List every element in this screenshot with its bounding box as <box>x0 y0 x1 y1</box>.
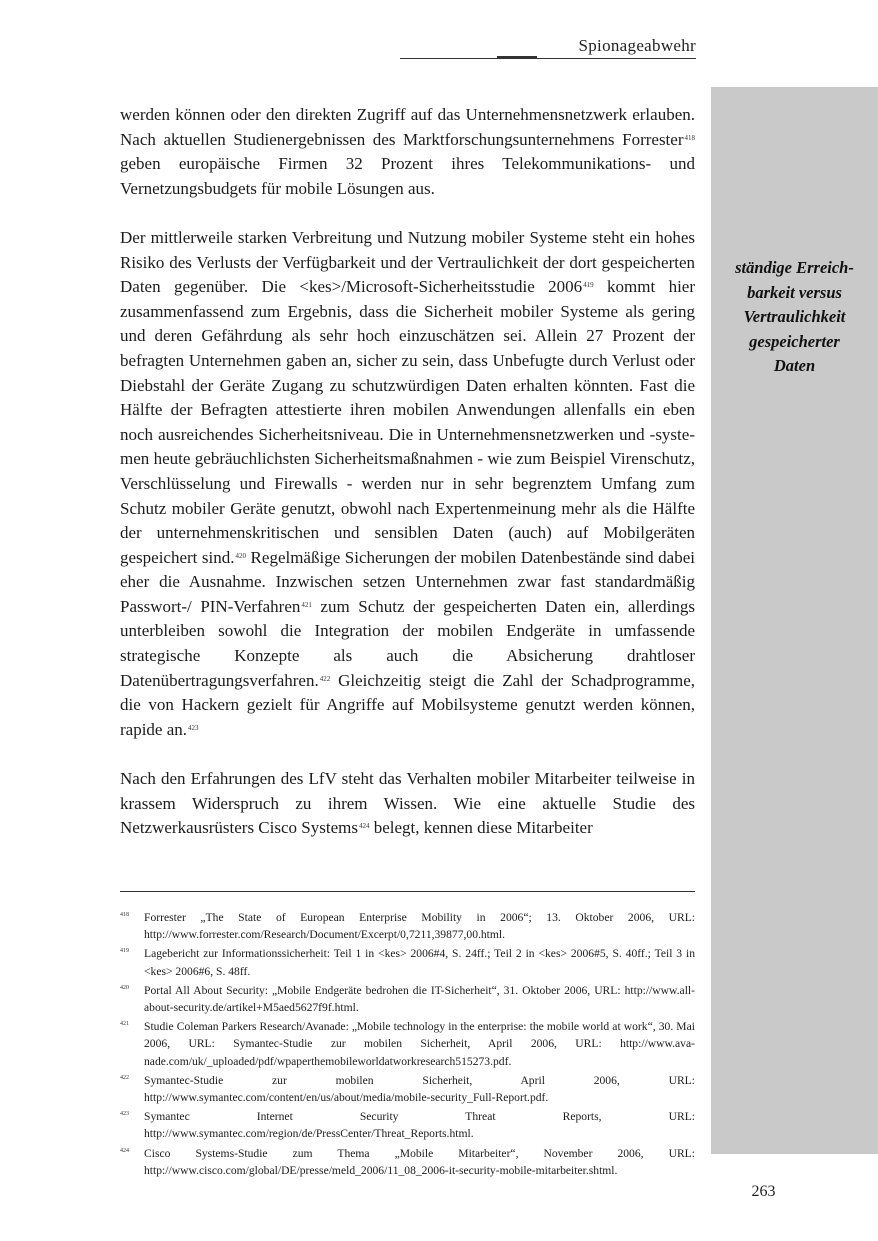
header-rule-accent <box>497 56 537 58</box>
paragraph-1 <box>120 103 695 201</box>
footnote-ref-420[interactable]: 420 <box>235 551 247 560</box>
footnote-ref-419[interactable]: 419 <box>583 281 594 290</box>
footnote-number: 424 <box>120 1147 129 1154</box>
paragraph-text: Der mittlerweile starken Verbreitung und Nutzung mobiler Systeme steht ein hohes Risiko des Verlusts der Verfügbarkeit und der Vertraulichkeit der dort gespeicherten Daten gegenüber. Die <kes>/Microsoft-Sicherheitsstudie 2006 <box>120 227 695 297</box>
margin-note-line: ständige Erreich- <box>735 258 854 277</box>
margin-note-line: Daten <box>773 356 816 375</box>
footnote-420 <box>120 982 695 1016</box>
running-header: Spionageabwehr <box>578 36 696 55</box>
paragraph-text: werden können oder den direkten Zugriff auf das Unternehmensnetzwerk erlauben. Nach aktuellen Studienergebnissen des Marktforschungsunternehmens Forrester <box>120 105 695 149</box>
margin-sidebar-band <box>711 87 878 1154</box>
footnote-number: 418 <box>120 912 129 918</box>
footnote-text: Symantec Internet Security Threat Reports, URL: http://www.symantec.com/region/de/PressCenter/Threat_Reports.html. <box>144 1110 695 1141</box>
paragraph-text: Nach den Erfahrungen des LfV steht das Verhalten mobiler Mitarbeiter teilweise in krassem Widerspruch zu ihrem Wissen. Wie eine aktuelle Studie des Netzwerkausrüsters Cisco Systems <box>120 769 695 838</box>
main-text <box>120 103 695 865</box>
footnote-ref-424[interactable]: 424 <box>358 822 370 831</box>
margin-note-line: barkeit versus <box>747 282 842 302</box>
footnote-423 <box>120 1108 695 1142</box>
footnotes <box>120 909 695 1181</box>
footnote-number: 423 <box>120 1111 129 1118</box>
footnote-text: Cisco Systems-Studie zum Thema „Mobile Mitarbeiter“, November 2006, URL: http://www.cisco.com/global/DE/presse/meld_2006/11_08_2006-it-security-mobile-mitarbeiter.shtml. <box>144 1146 695 1177</box>
footnote-number: 421 <box>120 1021 129 1028</box>
footnote-421 <box>120 1018 695 1070</box>
paragraph-text: belegt, kennen diese Mitarbeiter <box>369 818 593 838</box>
footnote-text: Symantec-Studie zur mobilen Sicherheit, April 2006, URL: http://www.symantec.com/content/en/us/about/media/mobile-security_Full-Report.pdf. <box>144 1073 695 1105</box>
footnote-separator <box>120 891 695 892</box>
page-number: 263 <box>751 1183 776 1200</box>
footnote-418 <box>120 909 695 943</box>
footnote-424 <box>120 1145 695 1179</box>
paragraph-text: zum Schutz der gespeicherten Daten ein, allerdings unterbleiben sowohl die Integration der mobilen Endgeräte in umfassende strategische Konzepte als auch die Absicherung drahtloser Datenübertragungsverfahren. <box>120 596 696 690</box>
paragraph-text: Gleichzeitig steigt die Zahl der Schadprogramme, die von Hackern gezielt für Angriffe auf Mobilsysteme genutzt werden können, rapide an. <box>120 670 695 739</box>
footnote-ref-422[interactable]: 422 <box>319 674 331 683</box>
margin-note <box>718 256 871 379</box>
header-rule <box>400 58 696 59</box>
footnote-number: 420 <box>120 984 129 991</box>
footnote-text: Portal All About Security: „Mobile Endgeräte bedrohen die IT-Sicherheit“, 31. Oktober 2006, URL: http://www.all-about-security.de/artikel+M5aed5627f9f.html. <box>144 983 695 1015</box>
footnote-text: Forrester „The State of European Enterprise Mobility in 2006“; 13. Oktober 2006, URL: http://www.forrester.com/Research/Document/Excerpt/0,7211,39877,00.html. <box>144 911 695 942</box>
footnote-422 <box>120 1072 695 1106</box>
footnote-ref-423[interactable]: 423 <box>188 723 199 732</box>
footnote-text: Lagebericht zur Informationssicherheit: Teil 1 in <kes> 2006#4, S. 24ff.; Teil 2 in <kes> 2006#5, S. 40ff.; Teil 3 in <kes> 2006#6, S. 48ff. <box>144 947 695 978</box>
paragraph-text: Regelmäßige Sicherungen der mobilen Datenbestände sind dabei eher die Ausnahme. Inzwischen setzen Unternehmen zwar fast standardmäßig Passwort-/ PIN-Verfahren <box>120 547 696 616</box>
footnote-text: Studie Coleman Parkers Research/Avanade: „Mobile technology in the enterprise: the mobile world at work“, 30. Mai 2006, URL: Symantec-Studie zur mobilen Sicherheit, April 2006, URL: http://www.avanade.com/uk/_uploaded/pdf/wpaperthemobileworldatworkresearch515273.pdf. <box>144 1020 695 1068</box>
footnote-number: 422 <box>120 1074 129 1081</box>
margin-note-line: gespeicherter <box>749 331 840 351</box>
paragraph-text: kommt hier zusammenfassend zum Ergebnis, dass die Sicherheit mobiler Systeme als gering und deren Gefährdung als sehr hoch einzuschätzen sei. Allein 27 Prozent der befragten Unternehmen gaben an, sicher zu sein, dass Unbefugte durch Verlust oder Diebstahl der Geräte Zugang zu schutzwürdigen Daten erhalten könnten. Fast die Hälfte der Befragten attestierte ihren mobilen Anwendungen allenfalls ein eben noch ausreichendes Sicherheitsniveau. Die in Unternehmensnetzwerken und -systemen heute gebräuchlichsten Sicherheitsmaßnahmen - wie zum Beispiel Virenschutz, Verschlüsselung und Firewalls - werden nur in sehr begrenztem Umfang zum Schutz mobiler Geräte genutzt, obwohl nach Expertenmeinung mehr als die Hälfte der unternehmenskritischen und sensiblen Daten (auch) auf Mobilgeräten gespeichert sind. <box>120 277 696 567</box>
footnote-ref-418[interactable]: 418 <box>684 133 695 142</box>
paragraph-3 <box>120 767 695 841</box>
paragraph-text: geben europäische Firmen 32 Prozent ihres Telekommunikations- und Vernetzungsbudgets für mobile Lösungen aus. <box>120 154 695 198</box>
margin-note-line: Vertraulichkeit <box>743 307 846 326</box>
footnote-ref-421[interactable]: 421 <box>301 600 312 609</box>
footnote-number: 419 <box>120 948 129 955</box>
footnote-419 <box>120 945 695 979</box>
paragraph-2 <box>120 226 695 742</box>
